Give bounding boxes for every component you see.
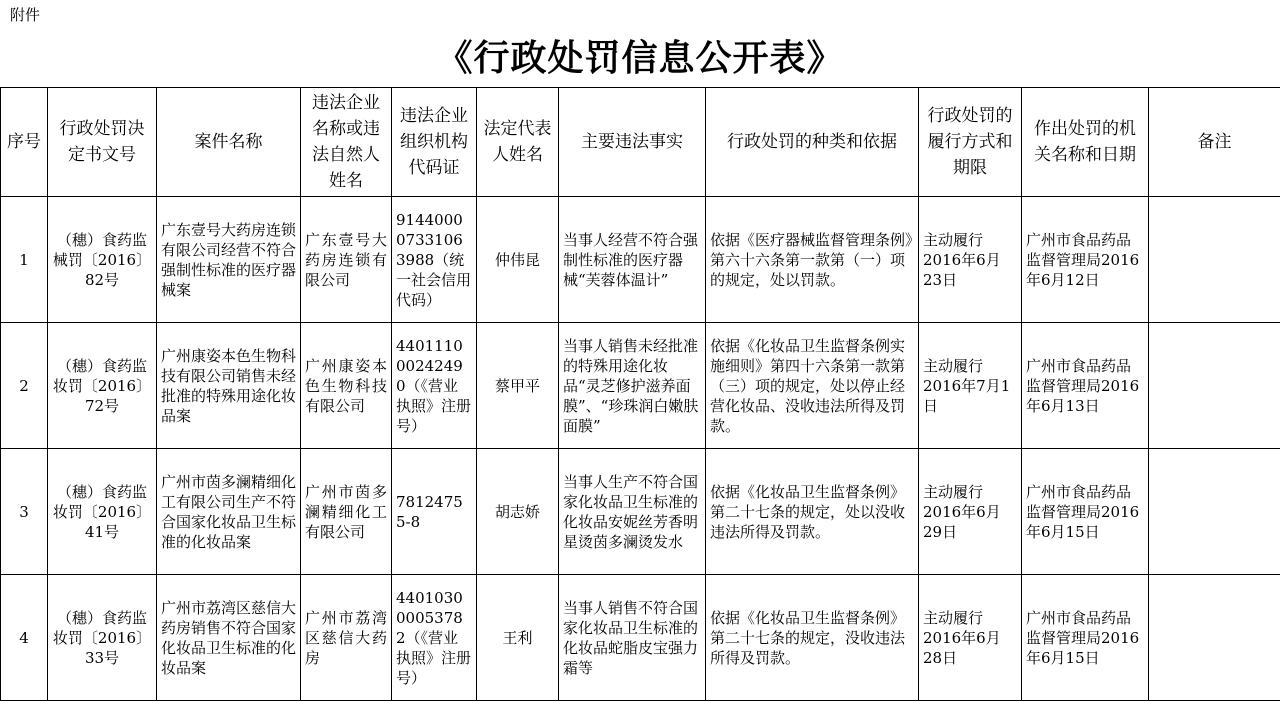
cell-main-facts: 当事人销售未经批准的特殊用途化妆品“灵芝修护滋养面膜”、“珍珠润白嫩肤面膜”: [559, 323, 706, 449]
cell-legal-rep: 胡志娇: [477, 449, 559, 575]
cell-remark: [1149, 197, 1280, 323]
cell-violator-name: 广州市荔湾区慈信大药房: [301, 575, 392, 701]
cell-execution: 主动履行2016年6月28日: [919, 575, 1022, 701]
cell-violator-name: 广州康姿本色生物科技有限公司: [301, 323, 392, 449]
cell-execution: 主动履行2016年6月29日: [919, 449, 1022, 575]
cell-case-name: 广州市茵多澜精细化工有限公司生产不符合国家化妆品卫生标准的化妆品案: [157, 449, 301, 575]
penalty-info-table: [0, 87, 1280, 701]
cell-org-code: 91440000733106 3988（统一社会信用代码）: [392, 197, 477, 323]
page-title: 《行政处罚信息公开表》: [0, 30, 1280, 81]
cell-violator-name: 广州市茵多澜精细化工有限公司: [301, 449, 392, 575]
cell-violator-name: 广东壹号大药房连锁有限公司: [301, 197, 392, 323]
cell-legal-rep: 蔡甲平: [477, 323, 559, 449]
cell-remark: [1149, 323, 1280, 449]
header-penalty-basis: 行政处罚的种类和依据: [706, 88, 919, 197]
cell-decision-doc-no: （穗）食药监妆罚〔2016〕41号: [48, 449, 157, 575]
header-case-name: 案件名称: [157, 88, 301, 197]
cell-serial-no: 4: [1, 575, 48, 701]
cell-legal-rep: 仲伟昆: [477, 197, 559, 323]
cell-penalty-basis: 依据《化妆品卫生监督条例实施细则》第四十六条第一款第（三）项的规定，处以停止经营化妆品、没收违法所得及罚款。: [706, 323, 919, 449]
cell-execution: 主动履行2016年7月1日: [919, 323, 1022, 449]
cell-case-name: 广州康姿本色生物科技有限公司销售未经批准的特殊用途化妆品案: [157, 323, 301, 449]
header-org-code: 违法企业组织机构代码证: [392, 88, 477, 197]
header-decision-doc-no: 行政处罚决定书文号: [48, 88, 157, 197]
header-main-facts: 主要违法事实: [559, 88, 706, 197]
cell-remark: [1149, 575, 1280, 701]
cell-serial-no: 3: [1, 449, 48, 575]
table-row: [1, 197, 1280, 323]
cell-main-facts: 当事人生产不符合国家化妆品卫生标准的化妆品安妮丝芳香明星烫茵多澜烫发水: [559, 449, 706, 575]
cell-decision-doc-no: （穗）食药监妆罚〔2016〕72号: [48, 323, 157, 449]
header-violator-name: 违法企业名称或违法自然人姓名: [301, 88, 392, 197]
cell-case-name: 广东壹号大药房连锁有限公司经营不符合强制性标准的医疗器械案: [157, 197, 301, 323]
cell-execution: 主动履行2016年6月23日: [919, 197, 1022, 323]
header-serial-no: 序号: [1, 88, 48, 197]
header-execution: 行政处罚的履行方式和期限: [919, 88, 1022, 197]
attachment-label: 附件: [10, 4, 40, 25]
header-remark: 备注: [1149, 88, 1280, 197]
cell-decision-doc-no: （穗）食药监妆罚〔2016〕33号: [48, 575, 157, 701]
cell-main-facts: 当事人经营不符合强制性标准的医疗器械“芙蓉体温计”: [559, 197, 706, 323]
cell-serial-no: 2: [1, 323, 48, 449]
table-row: [1, 323, 1280, 449]
cell-authority-date: 广州市食品药品监督管理局2016年6月12日: [1022, 197, 1149, 323]
cell-legal-rep: 王利: [477, 575, 559, 701]
table-header-row: [1, 88, 1280, 197]
cell-remark: [1149, 449, 1280, 575]
table-row: [1, 575, 1280, 701]
cell-authority-date: 广州市食品药品监督管理局2016年6月13日: [1022, 323, 1149, 449]
cell-decision-doc-no: （穗）食药监械罚〔2016〕82号: [48, 197, 157, 323]
cell-penalty-basis: 依据《化妆品卫生监督条例》第二十七条的规定，处以没收违法所得及罚款。: [706, 449, 919, 575]
cell-penalty-basis: 依据《医疗器械监督管理条例》第六十六条第一款第（一）项的规定，处以罚款。: [706, 197, 919, 323]
cell-serial-no: 1: [1, 197, 48, 323]
cell-authority-date: 广州市食品药品监督管理局2016年6月15日: [1022, 575, 1149, 701]
cell-main-facts: 当事人销售不符合国家化妆品卫生标准的化妆品蛇脂皮宝强力霜等: [559, 575, 706, 701]
header-authority-date: 作出处罚的机关名称和日期: [1022, 88, 1149, 197]
cell-case-name: 广州市荔湾区慈信大药房销售不符合国家化妆品卫生标准的化妆品案: [157, 575, 301, 701]
table-row: [1, 449, 1280, 575]
cell-penalty-basis: 依据《化妆品卫生监督条例》第二十七条的规定，没收违法所得及罚款。: [706, 575, 919, 701]
header-legal-rep: 法定代表人姓名: [477, 88, 559, 197]
cell-org-code: 44011100024249 0（《营业执照》注册号）: [392, 323, 477, 449]
cell-authority-date: 广州市食品药品监督管理局2016年6月15日: [1022, 449, 1149, 575]
cell-org-code: 78124755-8: [392, 449, 477, 575]
cell-org-code: 44010300005378 2（《营业执照》注册号）: [392, 575, 477, 701]
